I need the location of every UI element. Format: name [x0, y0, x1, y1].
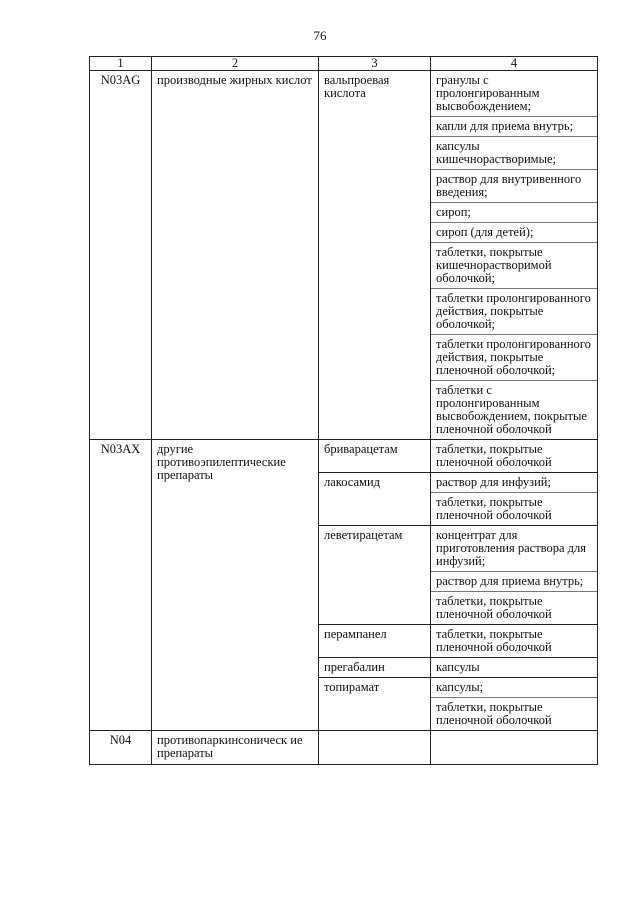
- dosage-form: сироп (для детей);: [431, 223, 597, 243]
- drug-name: прегабалин: [319, 658, 431, 678]
- dosage-form: капсулы;: [431, 678, 597, 698]
- dosage-form: раствор для инфузий;: [431, 473, 597, 493]
- dosage-form: таблетки, покрытые пленочной оболочкой: [436, 594, 552, 621]
- dosage-form: таблетки, покрытые пленочной оболочкой: [436, 495, 552, 522]
- table-row: [90, 731, 598, 765]
- dosage-form: капсулы кишечнорастворимые;: [431, 137, 597, 170]
- dosage-forms-cell: [431, 526, 598, 625]
- dosage-forms-cell: [431, 625, 598, 658]
- dosage-forms-cell: [431, 440, 598, 473]
- dosage-form: таблетки с пролонгированным высвобождением, покрытые пленочной оболочкой: [436, 383, 587, 436]
- atc-code: N04: [90, 731, 152, 765]
- table-row: [90, 71, 598, 440]
- dosage-form: концентрат для приготовления раствора для инфузий;: [431, 526, 597, 572]
- drug-name: перампанел: [319, 625, 431, 658]
- drug-name: леветирацетам: [319, 526, 431, 625]
- table-body: [90, 71, 598, 765]
- column-number: 2: [152, 57, 319, 71]
- drug-name: бриварацетам: [319, 440, 431, 473]
- drug-name: [319, 731, 431, 765]
- column-number: 4: [431, 57, 598, 71]
- dosage-form: таблетки, покрытые кишечнорастворимой оболочкой;: [431, 243, 597, 289]
- group-name: производные жирных кислот: [152, 71, 319, 440]
- dosage-form: гранулы с пролонгированным высвобождением;: [431, 71, 597, 117]
- drug-table: [89, 56, 598, 765]
- dosage-forms-cell: [431, 678, 598, 731]
- table-row: [90, 440, 598, 473]
- dosage-form: раствор для приема внутрь;: [431, 572, 597, 592]
- column-number-row: [90, 57, 598, 71]
- atc-code: N03AX: [90, 440, 152, 731]
- page-number: 76: [313, 28, 327, 43]
- dosage-forms-cell: [431, 658, 598, 678]
- drug-name: топирамат: [319, 678, 431, 731]
- dosage-form: сироп;: [431, 203, 597, 223]
- drug-name: вальпроевая кислота: [319, 71, 431, 440]
- dosage-form: таблетки пролонгированного действия, покрытые оболочкой;: [431, 289, 597, 335]
- group-name: другие противоэпилептические препараты: [152, 440, 319, 731]
- dosage-form: таблетки, покрытые пленочной оболочкой: [436, 700, 552, 727]
- drug-name: лакосамид: [319, 473, 431, 526]
- column-number: 1: [90, 57, 152, 71]
- dosage-forms-cell: [431, 731, 598, 765]
- dosage-form: капсулы: [436, 660, 480, 674]
- dosage-forms-cell: [431, 473, 598, 526]
- dosage-form: таблетки, покрытые пленочной оболочкой: [436, 627, 552, 654]
- column-number: 3: [319, 57, 431, 71]
- dosage-forms-cell: [431, 71, 598, 440]
- dosage-form: капли для приема внутрь;: [431, 117, 597, 137]
- dosage-form: таблетки, покрытые пленочной оболочкой: [436, 442, 552, 469]
- dosage-form: раствор для внутривенного введения;: [431, 170, 597, 203]
- dosage-form: таблетки пролонгированного действия, покрытые пленочной оболочкой;: [431, 335, 597, 381]
- atc-code: N03AG: [90, 71, 152, 440]
- group-name: противопаркинсоническ ие препараты: [152, 731, 319, 765]
